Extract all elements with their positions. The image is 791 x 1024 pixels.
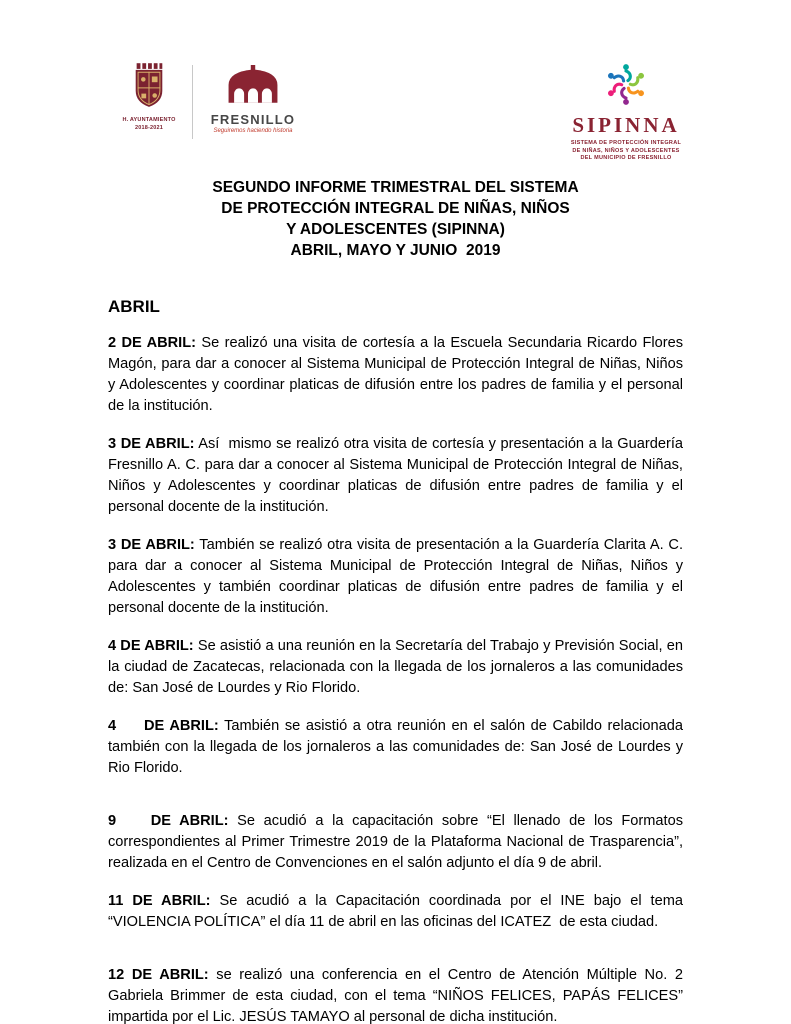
report-title-line1: SEGUNDO INFORME TRIMESTRAL DEL SISTEMA [212,179,579,197]
report-paragraph [108,535,683,619]
report-body [108,333,683,1024]
document-header [120,62,711,163]
report-title [0,177,791,261]
fresnillo-tagline: Seguiremos haciendo historia [213,128,293,134]
fresnillo-logo [207,62,299,134]
report-paragraph [108,434,683,518]
paragraph-date-label: 11 DE ABRIL: [108,893,211,910]
paragraph-text: Así mismo se realizó otra visita de cortesía y presentación a la Guardería Fresnillo A. C. para dar a conocer al Sistema Municipal de Protección Integral de Niñas, Niños y Adolescentes y coordinar platicas de difusión entre padres de familia y el personal docente de la institución. [108,436,684,516]
ayuntamiento-logo [120,62,178,132]
coat-of-arms-icon [130,62,168,110]
report-paragraph [108,716,683,779]
logo-divider [192,65,193,139]
paragraph-date-label: 4 DE ABRIL: [108,718,219,735]
ayuntamiento-line2: 2018-2021 [134,124,164,131]
paragraph-text: se realizó una conferencia en el Centro de Atención Múltiple No. 2 Gabriela Brimmer de esta ciudad, con el tema “NIÑOS FELICES, PAPÁS FELICES” impartida por el Lic. JESÚS TAMAYO al personal de dicha institución. [108,967,683,1024]
paragraph-date-label: 12 DE ABRIL: [108,967,209,984]
paragraph-text: Se realizó una visita de cortesía a la Escuela Secundaria Ricardo Flores Magón, para dar a conocer al Sistema Municipal de Protección Integral de Niñas, Niños y Adolescentes y coordinar platicas de difusión entre los padres de familia y el personal de la institución. [108,335,683,415]
ayuntamiento-line1: H. AYUNTAMIENTO [122,117,176,123]
report-paragraph [108,636,683,699]
sipinna-caption-line1: SISTEMA DE PROTECCIÓN INTEGRAL [570,140,682,146]
fresnillo-building-icon [224,65,282,105]
paragraph-date-label: 2 DE ABRIL: [108,335,197,352]
section-heading-abril: ABRIL [108,297,160,317]
paragraph-text: Se acudió a la capacitación sobre “El llenado de los Formatos correspondientes al Primer Trimestre 2019 de la Plataforma Nacional de Trasparencia”, realizada en el Centro de Convenciones en el salón adjunto el día 9 de abril. [108,813,683,872]
sipinna-caption [541,140,711,163]
paragraph-date-label: 3 DE ABRIL: [108,537,195,554]
report-title-line3: Y ADOLESCENTES (SIPINNA) [286,221,505,239]
paragraph-text: Se acudió a la Capacitación coordinada por el INE bajo el tema “VIOLENCIA POLÍTICA” el día 11 de abril en las oficinas del ICATEZ de esta ciudad. [108,893,684,931]
sipinna-logo [541,62,711,163]
report-paragraph [108,891,683,933]
report-paragraph [108,333,683,417]
sipinna-children-circle-icon [595,62,657,107]
municipal-logos-group [120,62,299,139]
paragraph-date-label: 9 DE ABRIL: [108,813,229,830]
ayuntamiento-label [120,117,178,132]
sipinna-caption-line2: DE NIÑAS, NIÑOS Y ADOLESCENTES [572,147,680,154]
paragraph-text: Se asistió a una reunión en la Secretaría del Trabajo y Previsión Social, en la ciudad de Zacatecas, relacionada con la llegada de los jornaleros a las comunidades de: San José de Lourdes y Rio Florido. [108,638,684,697]
report-paragraph [108,811,683,874]
sipinna-wordmark: SIPINNA [572,113,680,137]
paragraph-date-label: 4 DE ABRIL: [108,638,194,655]
fresnillo-wordmark: FRESNILLO [210,112,296,127]
sipinna-caption-line3: DEL MUNICIPIO DE FRESNILLO [580,155,672,162]
report-title-line4: ABRIL, MAYO Y JUNIO 2019 [290,242,501,260]
report-paragraph [108,965,683,1024]
paragraph-text: También se asistió a otra reunión en el salón de Cabildo relacionada también con la llegada de los jornaleros a las comunidades de: San José de Lourdes y Rio Florido. [108,718,683,777]
report-title-line2: DE PROTECCIÓN INTEGRAL DE NIÑAS, NIÑOS [221,200,570,218]
paragraph-date-label: 3 DE ABRIL: [108,436,195,453]
paragraph-text: También se realizó otra visita de presentación a la Guardería Clarita A. C. para dar a conocer al Sistema Municipal de Protección Integral de Niñas, Niños y Adolescentes y también coordinar platicas de difusión entre padres de familia y el personal docente de la institución. [108,537,684,617]
